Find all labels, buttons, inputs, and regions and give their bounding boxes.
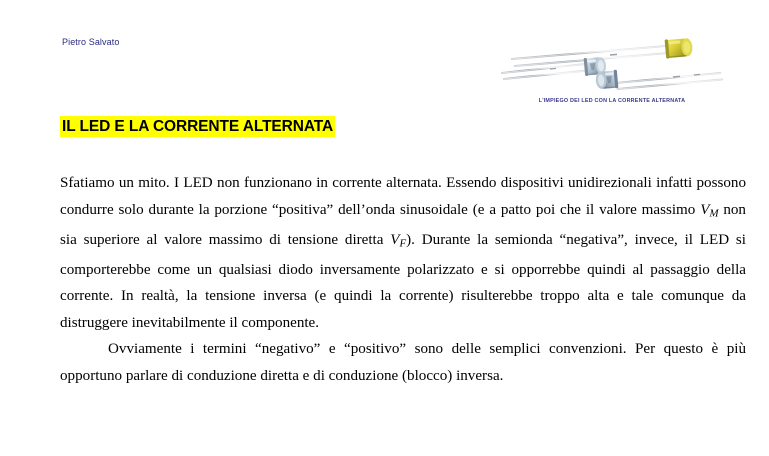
variable-vm (700, 202, 718, 218)
paragraph-1 (60, 170, 746, 336)
page-title-row (60, 116, 335, 137)
page-title: IL LED E LA CORRENTE ALTERNATA (62, 118, 334, 135)
body-copy (60, 170, 746, 390)
led-photo-illustration (498, 33, 726, 95)
led-photograph (498, 33, 726, 95)
variable-vf-subscript: F (399, 236, 407, 249)
paragraph-1-part-1: Sfatiamo un mito. I LED non funzionano in corrente alternata. Essendo dispositivi unidirezionali infatti possono condurre solo durante la porzione “positiva” dell’onda sinusoidale (e a patto poi che il valore massimo (60, 175, 746, 218)
author-byline: Pietro Salvato (62, 37, 120, 47)
figure-block (498, 33, 726, 104)
variable-vf-base: V (390, 231, 400, 248)
variable-vm-subscript: M (709, 206, 719, 219)
figure-caption: L'IMPIEGO DEI LED CON LA CORRENTE ALTERNATA (538, 98, 686, 104)
paragraph-1-part-2: non sia superiore al valore massimo di tensione diretta (60, 201, 746, 248)
variable-vf (390, 232, 406, 248)
paragraph-2: Ovviamente i termini “negativo” e “positivo” sono delle semplici convenzioni. Per questo è più opportuno parlare di conduzione diretta e di conduzione (blocco) inversa. (60, 341, 746, 384)
variable-vm-base: V (700, 201, 710, 218)
paragraph-1-part-3: ). Durante la semionda “negativa”, invece, il LED si comporterebbe come un qualsiasi diodo inversamente polarizzato e si opporrebbe quindi al passaggio della corrente. In realtà, la tensione inversa (e quindi la corrente) risulterebbe troppo alta e tale comunque da distruggere inevitabilmente il componente. (60, 231, 747, 331)
